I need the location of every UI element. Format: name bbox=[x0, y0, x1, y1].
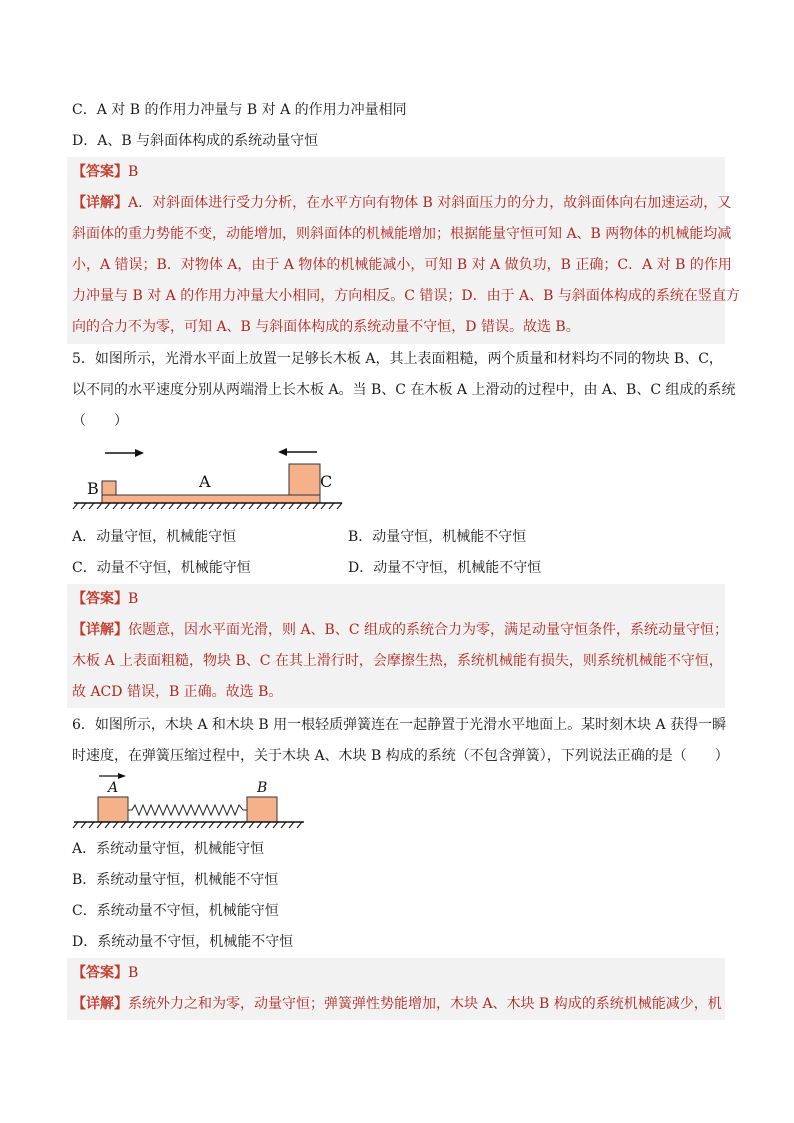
q4-answer-value: B bbox=[128, 164, 139, 180]
block-b bbox=[102, 481, 116, 495]
q5-stem-line: 5．如图所示，光滑水平面上放置一足够长木板 A，其上表面粗糙，两个质量和材料均不同的物块 B、C， bbox=[72, 351, 723, 367]
q5-detail-tag: 【详解】 bbox=[72, 622, 128, 638]
q6-detail-line bbox=[72, 993, 722, 1015]
q5-stem-line: （ ） bbox=[72, 413, 128, 429]
q6-answer-value: B bbox=[128, 965, 139, 981]
q6-detail-tag: 【详解】 bbox=[72, 996, 128, 1012]
q4-detail-line: 力冲量与 B 对 A 的作用力冲量大小相同，方向相反。C 错误；D．由于 A、B 与斜面体构成的系统在竖直方 bbox=[72, 288, 740, 304]
q4-option-d: D．A、B 与斜面体构成的系统动量守恒 bbox=[72, 133, 319, 149]
label-b: B bbox=[257, 780, 268, 796]
q6-option-d: D．系统动量不守恒，机械能不守恒 bbox=[72, 934, 294, 950]
q4-answer-tag: 【答案】 bbox=[72, 164, 128, 180]
label-c: C bbox=[320, 472, 333, 491]
block-b bbox=[247, 797, 277, 822]
q5-answer-line bbox=[72, 588, 138, 610]
q6-option-a: A．系统动量守恒，机械能守恒 bbox=[72, 841, 265, 857]
label-a: A bbox=[108, 780, 119, 796]
q5-stem-line: 以不同的水平速度分别从两端滑上长木板 A。当 B、C 在木板 A 上滑动的过程中，由 A、B、C 组成的系统 bbox=[72, 382, 736, 398]
q5-option-b: B．动量守恒，机械能不守恒 bbox=[348, 529, 527, 545]
ground-hatch bbox=[73, 503, 342, 509]
ground-hatch bbox=[73, 822, 302, 828]
q4-detail-line: 小，A 错误；B．对物体 A，由于 A 物体的机械能减小，可知 B 对 A 做负功，B 正确；C．A 对 B 的作用 bbox=[72, 257, 732, 273]
board-a bbox=[102, 495, 320, 503]
q4-detail-line: 向的合力不为零，可知 A、B 与斜面体构成的系统动量不守恒，D 错误。故选 B。 bbox=[72, 319, 580, 335]
q4-answer-block bbox=[67, 157, 740, 344]
q4-detail-tag: 【详解】 bbox=[72, 195, 128, 211]
q5-answer-tag: 【答案】 bbox=[72, 591, 128, 607]
q4-detail-line: 斜面体的重力势能不变，动能增加，则斜面体的机械能增加；根据能量守恒可知 A、B 两物体的机械能均减 bbox=[72, 226, 732, 242]
q6-detail-text: 系统外力之和为零，动量守恒；弹簧弹性势能增加，木块 A、木块 B 构成的系统机械能减少，机 bbox=[128, 996, 722, 1012]
q5-option-d: D．动量不守恒，机械能不守恒 bbox=[348, 560, 542, 576]
b-velocity-arrowhead bbox=[135, 449, 144, 457]
q5-option-a: A．动量守恒，机械能守恒 bbox=[72, 529, 237, 545]
q6-figure bbox=[72, 770, 312, 832]
q5-figure bbox=[72, 440, 352, 515]
label-a: A bbox=[199, 472, 211, 491]
q6-option-b: B．系统动量守恒，机械能不守恒 bbox=[72, 872, 279, 888]
q5-option-c: C．动量不守恒，机械能守恒 bbox=[72, 560, 251, 576]
q5-detail-line: 木板 A 上表面粗糙，物块 B、C 在其上滑行时，会摩擦生热，系统机械能有损失，则系统机械能不守恒， bbox=[72, 653, 723, 669]
label-b: B bbox=[87, 479, 99, 498]
q5-detail-line bbox=[72, 619, 728, 641]
q6-answer-block bbox=[67, 958, 725, 1020]
q6-option-c: C．系统动量不守恒，机械能守恒 bbox=[72, 903, 279, 919]
a-velocity-arrowhead bbox=[118, 773, 126, 779]
q6-stem-line: 6．如图所示，木块 A 和木块 B 用一根轻质弹簧连在一起静置于光滑水平地面上。某时刻木块 A 获得一瞬 bbox=[72, 717, 727, 733]
q6-stem-line: 时速度，在弹簧压缩过程中，关于木块 A、木块 B 构成的系统（不包含弹簧），下列说法正确的是（ ） bbox=[72, 748, 729, 764]
block-c bbox=[289, 464, 320, 495]
q4-option-c: C．A 对 B 的作用力冲量与 B 对 A 的作用力冲量相同 bbox=[72, 102, 407, 118]
q4-answer-line bbox=[72, 161, 138, 183]
q5-detail-line: 故 ACD 错误，B 正确。故选 B。 bbox=[72, 684, 283, 700]
q5-detail-text: 依题意，因水平面光滑，则 A、B、C 组成的系统合力为零，满足动量守恒条件，系统动量守恒； bbox=[128, 622, 729, 638]
q6-answer-line bbox=[72, 962, 138, 984]
q5-answer-value: B bbox=[128, 591, 139, 607]
q4-detail-line bbox=[72, 192, 731, 214]
spring bbox=[128, 805, 247, 815]
q6-answer-tag: 【答案】 bbox=[72, 965, 128, 981]
c-velocity-arrowhead bbox=[278, 448, 287, 456]
q5-answer-block bbox=[67, 584, 729, 708]
q4-detail-text: A．对斜面体进行受力分析，在水平方向有物体 B 对斜面压力的分力，故斜面体向右加速运动，又 bbox=[128, 195, 732, 211]
block-a bbox=[98, 797, 128, 822]
